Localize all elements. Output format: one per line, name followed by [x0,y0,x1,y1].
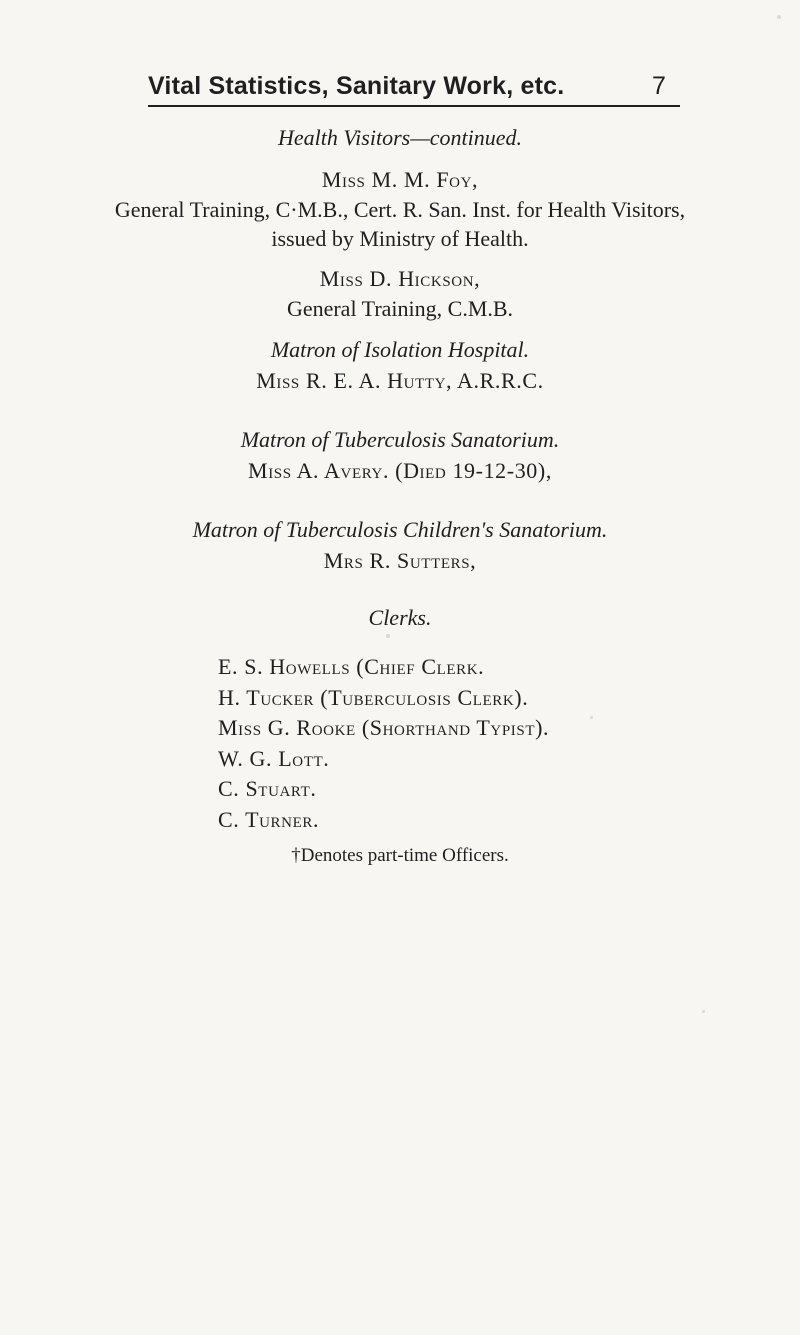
health-visitor-name-hickson: Miss D. Hickson, [319,266,481,291]
clerks-heading: Clerks. [368,605,432,630]
paper-speck [386,634,390,638]
clerks-list [218,652,549,835]
clerk-entry-5: C. Stuart. [218,776,317,801]
tuberculosis-sanatorium-matron: Miss A. Avery. (Died 19-12-30), [248,458,552,483]
clerk-entry-2: H. Tucker (Tuberculosis Clerk). [218,684,529,710]
tuberculosis-sanatorium-heading: Matron of Tuberculosis Sanatorium. [240,427,560,452]
running-title: Vital Statistics, Sanitary Work, etc. [148,72,565,100]
health-visitor-name-foy: Miss M. M. Foy, [321,167,479,192]
page-number: 7 [652,72,666,100]
children-sanatorium-heading: Matron of Tuberculosis Children's Sanatorium. [192,517,608,542]
clerk-entry-1: E. S. Howells (Chief Clerk. [218,654,485,679]
paper-speck [590,716,593,719]
children-sanatorium-matron: Mrs R. Sutters, [323,548,477,573]
health-visitor-foy-issued-by: issued by Ministry of Health. [271,226,529,251]
clerk-entry-3: Miss G. Rooke (Shorthand Typist). [218,715,550,740]
clerk-entry-4: W. G. Lott. [218,745,330,771]
isolation-hospital-heading: Matron of Isolation Hospital. [270,337,530,362]
health-visitors-heading: Health Visitors—continued. [277,125,523,150]
health-visitor-hickson-qualifications: General Training, C.M.B. [286,296,514,321]
clerk-entry-6: C. Turner. [218,806,320,832]
paper-speck [702,1010,705,1013]
health-visitor-foy-qualifications: General Training, C·M.B., Cert. R. San. Inst. for Health Visitors, [114,197,686,222]
footnote-part-time-officers: †Denotes part-time Officers. [291,845,509,866]
header-rule [148,105,680,107]
paper-speck [777,15,781,19]
isolation-hospital-matron: Miss R. E. A. Hutty, A.R.R.C. [256,368,544,393]
running-header [0,62,800,102]
